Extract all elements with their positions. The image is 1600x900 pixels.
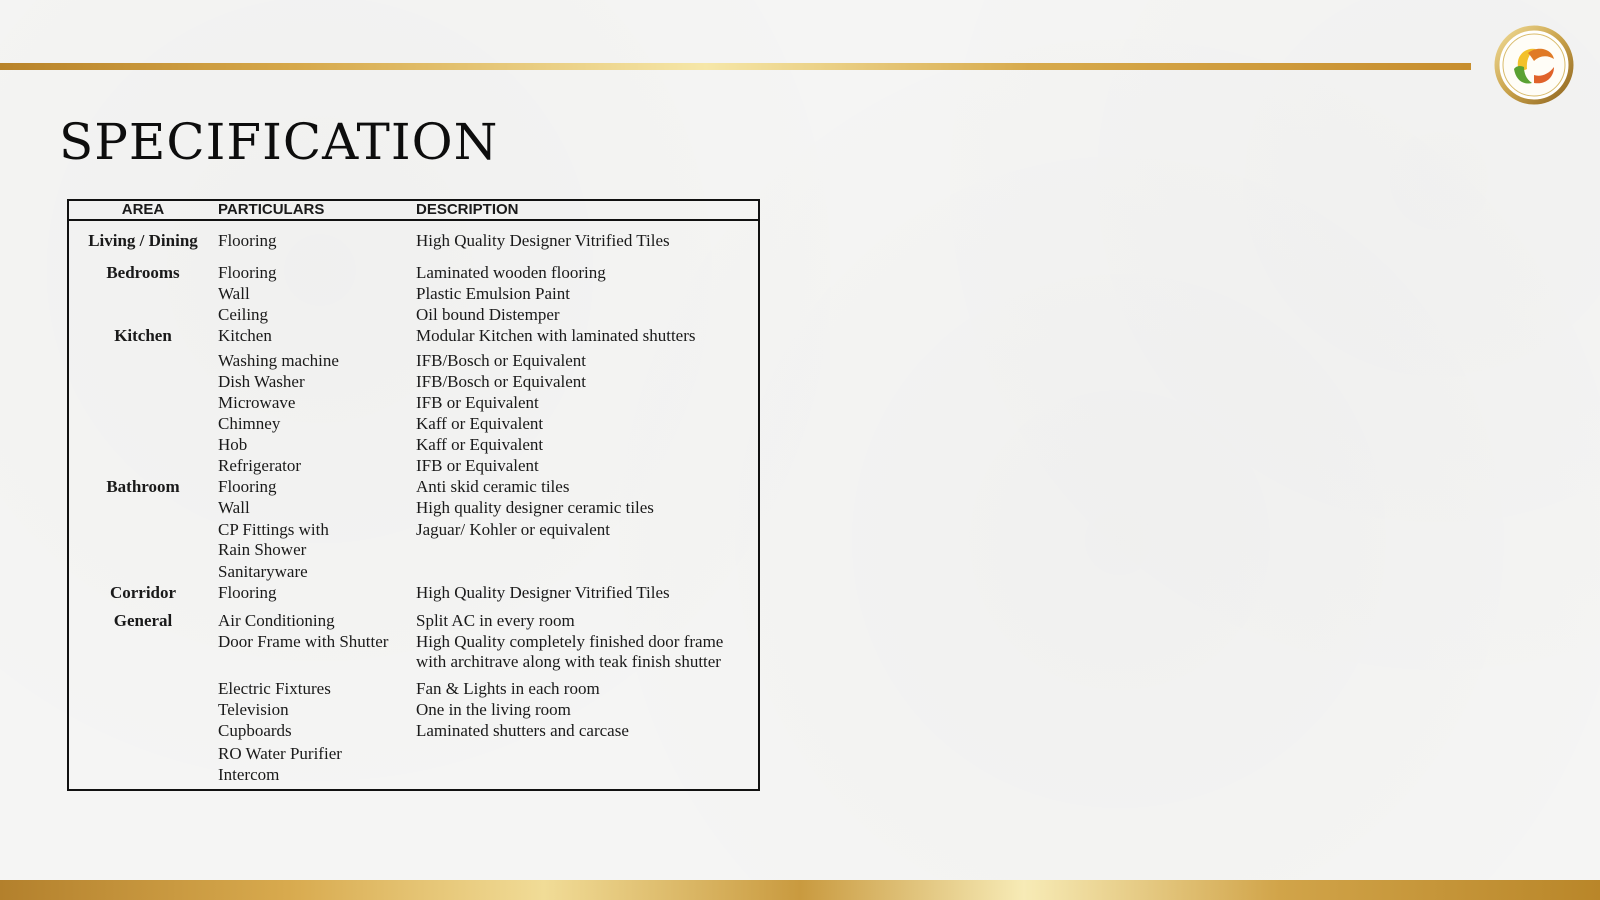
row-description: IFB or Equivalent <box>416 393 539 412</box>
row-description: High Quality completely finished door frame <box>416 632 724 651</box>
row-particulars: Flooring <box>218 231 277 250</box>
row-description: Kaff or Equivalent <box>416 414 544 433</box>
row-description: One in the living room <box>416 700 571 719</box>
row-description: Fan & Lights in each room <box>416 679 600 698</box>
row-particulars: Rain Shower <box>218 540 307 559</box>
row-particulars: Sanitaryware <box>218 562 308 581</box>
leaf-emblem-icon <box>1494 25 1574 105</box>
row-area: Living / Dining <box>88 231 198 250</box>
row-particulars: Door Frame with Shutter <box>218 632 389 651</box>
row-particulars: Wall <box>218 284 250 303</box>
row-particulars: Wall <box>218 498 250 517</box>
row-description: Laminated shutters and carcase <box>416 721 629 740</box>
row-particulars: Flooring <box>218 263 277 282</box>
row-particulars: Dish Washer <box>218 372 305 391</box>
row-particulars: Hob <box>218 435 248 454</box>
row-area: Corridor <box>109 583 177 602</box>
row-particulars: Flooring <box>218 583 277 602</box>
row-area: Bathroom <box>106 477 180 496</box>
row-description: with architrave along with teak finish shutter <box>416 652 721 671</box>
row-description: Jaguar/ Kohler or equivalent <box>416 520 611 539</box>
row-description: IFB/Bosch or Equivalent <box>416 351 586 370</box>
row-area: Kitchen <box>114 326 172 345</box>
row-description: Anti skid ceramic tiles <box>416 477 570 496</box>
row-particulars: Flooring <box>218 477 277 496</box>
row-description: Modular Kitchen with laminated shutters <box>416 326 696 345</box>
header-description: DESCRIPTION <box>416 201 519 218</box>
row-description: Plastic Emulsion Paint <box>416 284 570 303</box>
row-particulars: Chimney <box>218 414 281 433</box>
row-particulars: Kitchen <box>218 326 272 345</box>
row-description: Oil bound Distemper <box>416 305 560 324</box>
row-area: Bedrooms <box>106 263 180 282</box>
row-particulars: Electric Fixtures <box>218 679 331 698</box>
row-particulars: Television <box>218 700 289 719</box>
row-particulars: Refrigerator <box>218 456 302 475</box>
row-description: IFB/Bosch or Equivalent <box>416 372 586 391</box>
row-description: High Quality Designer Vitrified Tiles <box>416 231 670 250</box>
page-title: SPECIFICATION <box>59 113 499 171</box>
row-particulars: Microwave <box>218 393 296 412</box>
row-particulars: RO Water Purifier <box>218 744 342 763</box>
row-particulars: Ceiling <box>218 305 269 324</box>
row-description: High Quality Designer Vitrified Tiles <box>416 583 670 602</box>
row-particulars: Washing machine <box>218 351 339 370</box>
header-particulars: PARTICULARS <box>218 201 325 218</box>
row-particulars: Air Conditioning <box>218 611 335 630</box>
row-description: IFB or Equivalent <box>416 456 539 475</box>
row-particulars: Intercom <box>218 765 280 784</box>
header-area: AREA <box>121 201 165 218</box>
row-area: General <box>113 611 173 630</box>
bottom-gold-bar <box>0 880 1600 900</box>
row-description: Kaff or Equivalent <box>416 435 544 454</box>
row-description: Laminated wooden flooring <box>416 263 606 282</box>
row-description: High quality designer ceramic tiles <box>416 498 654 517</box>
top-gold-bar <box>0 63 1471 70</box>
row-description: Split AC in every room <box>416 611 575 630</box>
row-particulars: Cupboards <box>218 721 292 740</box>
row-particulars: CP Fittings with <box>218 520 329 539</box>
